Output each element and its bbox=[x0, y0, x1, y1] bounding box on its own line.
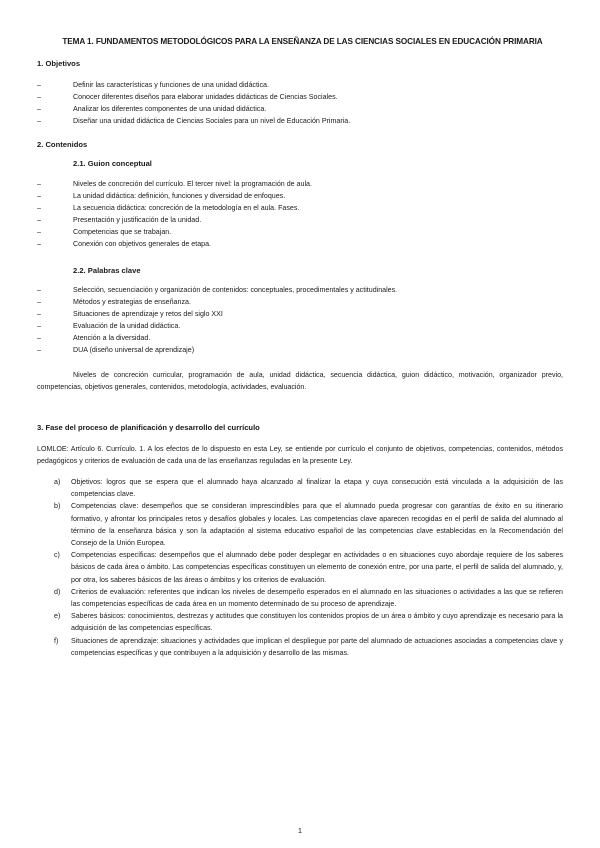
list-item: – Definir las características y funciones de una unidad didáctica. bbox=[37, 79, 567, 91]
list-item-text: Objetivos: logros que se espera que el alumnado haya alcanzado al finalizar la etapa y cuya consecución está vinculada a la adquisición de las competencias clave. bbox=[71, 478, 563, 499]
list-item: – Situaciones de aprendizaje y retos del siglo XXI bbox=[37, 308, 567, 320]
keywords-list bbox=[37, 284, 567, 357]
list-item: – DUA (diseño universal de aprendizaje) bbox=[37, 344, 567, 356]
list-item: – Diseñar una unidad didáctica de Ciencias Sociales para un nivel de Educación Primaria. bbox=[37, 115, 567, 127]
keywords-paragraph: Niveles de concreción curricular, programación de aula, unidad didáctica, secuencia didáctica, guion didáctico, motivación, organizador previo, competencias, objetivos generales, contenidos, metodología, actividades, evaluación. bbox=[37, 371, 563, 392]
list-item-text: Situaciones de aprendizaje: situaciones y actividades que implican el despliegue por parte del alumnado de actuaciones asociadas a competencias clave y competencias específicas y que contribuyen a la adquisición y desarrollo de las mismas. bbox=[71, 636, 563, 657]
list-item: – Atención a la diversidad. bbox=[37, 332, 567, 344]
guion-list bbox=[37, 178, 567, 251]
page-number: 1 bbox=[297, 826, 303, 835]
list-item bbox=[37, 586, 563, 610]
list-marker: f) bbox=[54, 636, 59, 645]
list-item bbox=[37, 549, 563, 586]
list-item: – Selección, secuenciación y organización de contenidos: conceptuales, procedimentales y actitudinales. bbox=[37, 284, 567, 296]
section-heading-contenidos: 2. Contenidos bbox=[37, 140, 88, 149]
list-item-text: Competencias específicas: desempeños que el alumnado debe poder desplegar en actividades o en situaciones cuyo abordaje requiere de los saberes básicos de cada área o ámbito. Las competencias específicas constituyen un elemento de conexión entre, por una parte, el perfil de salida del alumnado, y, por otra, los saberes básicos de las áreas o ámbitos y los criterios de evaluación. bbox=[71, 551, 563, 584]
list-item: – Conocer diferentes diseños para elaborar unidades didácticas de Ciencias Sociales. bbox=[37, 91, 567, 103]
list-item: – Métodos y estrategias de enseñanza. bbox=[37, 296, 567, 308]
section-heading-fase: 3. Fase del proceso de planificación y desarrollo del currículo bbox=[37, 423, 260, 432]
curriculum-elements-list bbox=[37, 476, 563, 659]
lomloe-paragraph: LOMLOE: Artículo 6. Currículo. 1. A los efectos de lo dispuesto en esta Ley, se entiende por currículo el conjunto de objetivos, competencias, contenidos, métodos pedagógicos y criterios de evaluación de cada una de las enseñanzas reguladas en la presente Ley. bbox=[37, 445, 563, 466]
subsection-heading-guion: 2.1. Guion conceptual bbox=[73, 159, 152, 168]
list-marker: b) bbox=[54, 502, 61, 511]
objectives-list bbox=[37, 79, 567, 127]
list-item bbox=[37, 500, 563, 549]
list-item: – Competencias que se trabajan. bbox=[37, 226, 567, 238]
list-item-text: Criterios de evaluación: referentes que indican los niveles de desempeño esperados en el alumnado en las situaciones o actividades a las que se refieren las competencias específicas de cada área en un momento determinado de su proceso de aprendizaje. bbox=[71, 587, 563, 609]
list-marker: e) bbox=[54, 612, 61, 621]
list-item: – Analizar los diferentes componentes de una unidad didáctica. bbox=[37, 103, 567, 115]
list-item: – Conexión con objetivos generales de etapa. bbox=[37, 238, 567, 250]
list-item bbox=[37, 635, 563, 659]
list-marker: c) bbox=[54, 551, 60, 560]
subsection-heading-palabras-clave: 2.2. Palabras clave bbox=[73, 266, 141, 275]
list-item bbox=[37, 610, 563, 634]
list-item: – Presentación y justificación de la unidad. bbox=[37, 214, 567, 226]
list-marker: d) bbox=[54, 587, 61, 596]
list-item: – La unidad didáctica: definición, funciones y diversidad de enfoques. bbox=[37, 190, 567, 202]
document-title: TEMA 1. FUNDAMENTOS METODOLÓGICOS PARA LA ENSEÑANZA DE LAS CIENCIAS SOCIALES EN EDUCACIÓN PRIMARIA bbox=[62, 37, 543, 46]
list-item-text: Saberes básicos: conocimientos, destrezas y actitudes que constituyen los contenidos propios de un área o ámbito y cuyo aprendizaje es necesario para la adquisición de las competencias específicas. bbox=[71, 612, 563, 633]
list-item-text: Competencias clave: desempeños que se consideran imprescindibles para que el alumnado pueda progresar con garantías de éxito en su itinerario formativo, y afrontar los principales retos y desafíos globales y locales. Las competencias clave aparecen recogidas en el perfil de salida del alumnado al término de la enseñanza básica y son la adaptación al sistema educativo español de las competencias clave establecidas en la Recomendación del Consejo de la Unión Europea. bbox=[71, 502, 563, 548]
list-item: – Evaluación de la unidad didáctica. bbox=[37, 320, 567, 332]
list-item bbox=[37, 476, 563, 500]
list-marker: a) bbox=[54, 478, 61, 486]
list-item: – Niveles de concreción del currículo. El tercer nivel: la programación de aula. bbox=[37, 178, 567, 190]
list-item: – La secuencia didáctica: concreción de la metodología en el aula. Fases. bbox=[37, 202, 567, 214]
section-heading-objetivos: 1. Objetivos bbox=[37, 59, 81, 68]
